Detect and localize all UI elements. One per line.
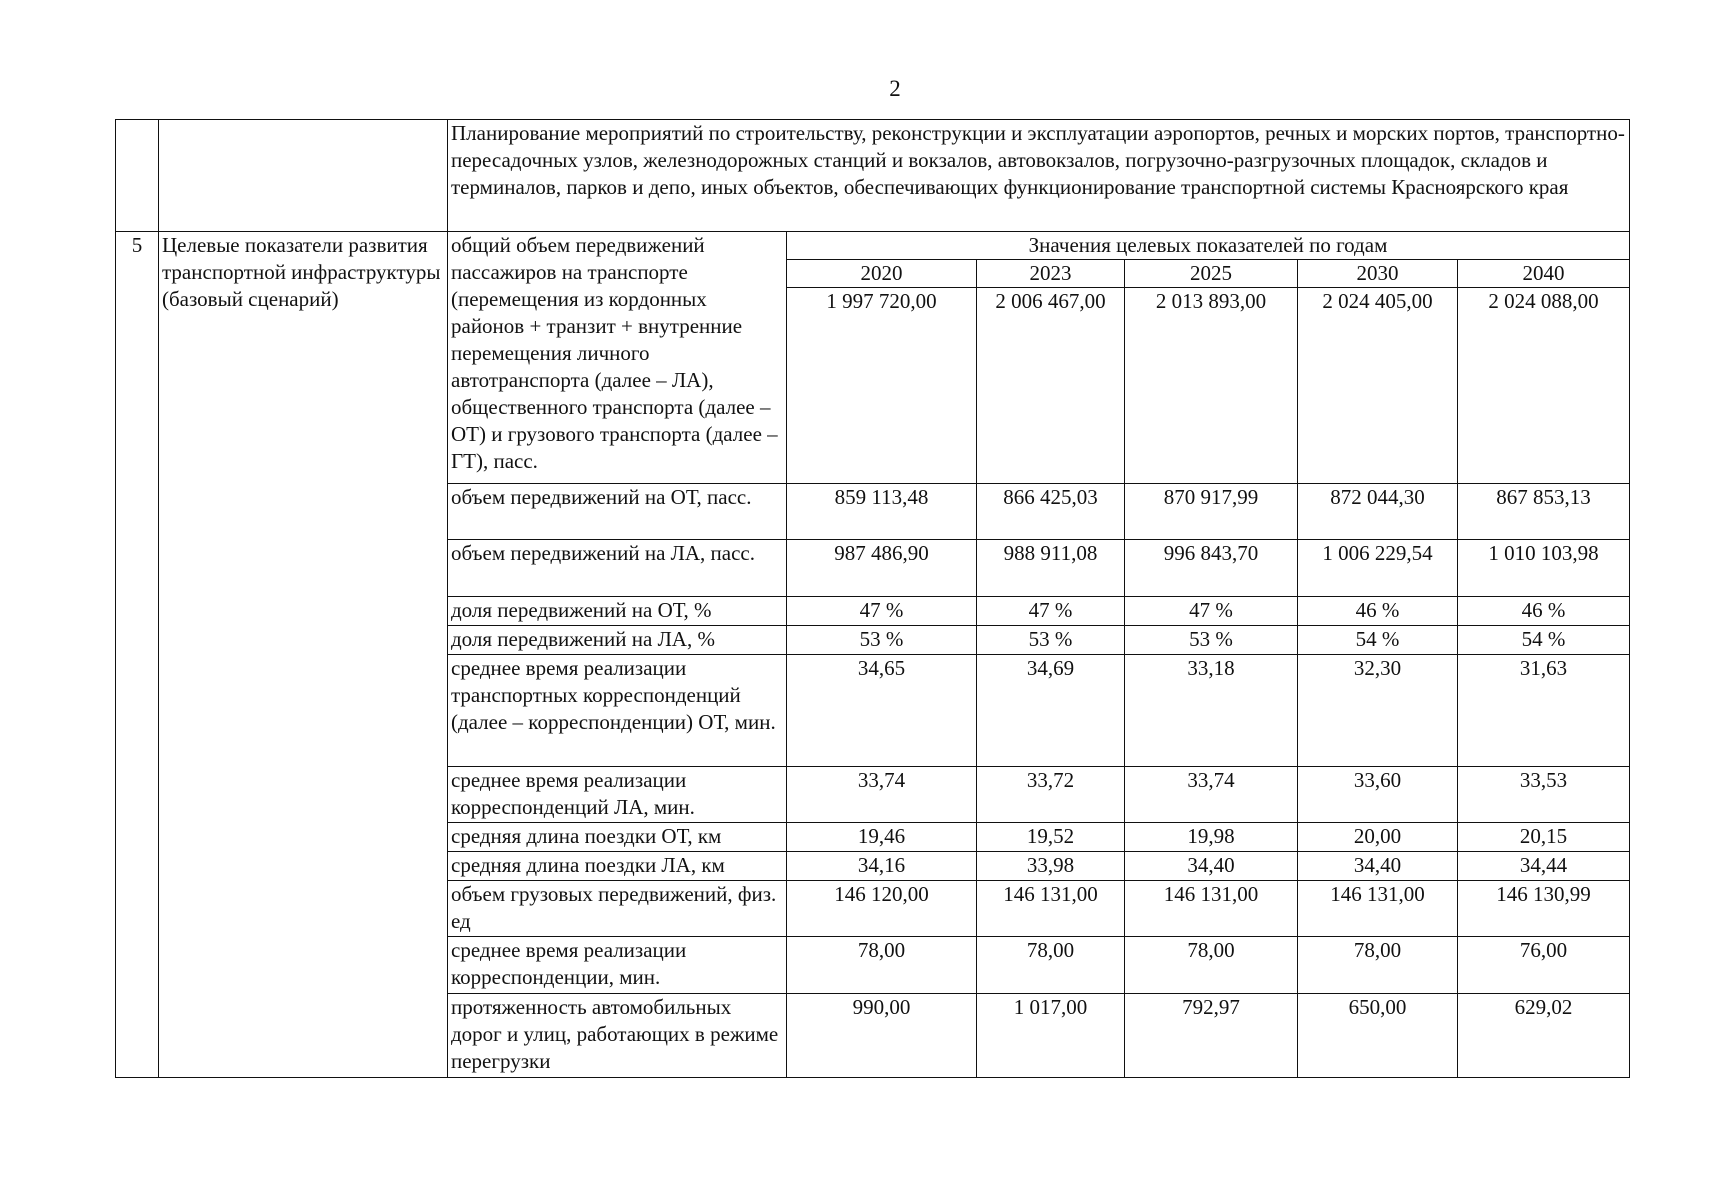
target-indicators-table	[115, 119, 1630, 1078]
indicator-label: объем передвижений на ЛА, пасс.	[448, 540, 787, 597]
indicator-value: 47 %	[1125, 597, 1298, 626]
indicator-value: 34,44	[1458, 852, 1630, 881]
indicator-value: 33,74	[787, 767, 977, 823]
indicator-value: 2 024 405,00	[1298, 288, 1458, 484]
year-header: 2040	[1458, 260, 1630, 288]
page-number: 2	[889, 76, 901, 101]
year-header: 2030	[1298, 260, 1458, 288]
indicator-value: 146 131,00	[977, 881, 1125, 937]
year-header: 2020	[787, 260, 977, 288]
indicator-value: 2 006 467,00	[977, 288, 1125, 484]
indicator-value: 19,98	[1125, 823, 1298, 852]
indicator-value: 866 425,03	[977, 484, 1125, 540]
indicator-label: среднее время реализации транспортных корреспонденций (далее – корреспонденции) ОТ, мин.	[448, 655, 787, 767]
indicator-label: среднее время реализации корреспонденции, мин.	[448, 937, 787, 994]
year-header: 2023	[977, 260, 1125, 288]
indicator-value: 46 %	[1298, 597, 1458, 626]
indicator-value: 146 130,99	[1458, 881, 1630, 937]
indicator-value: 20,15	[1458, 823, 1630, 852]
indicator-label: средняя длина поездки ЛА, км	[448, 852, 787, 881]
indicator-label: объем грузовых передвижений, физ. ед	[448, 881, 787, 937]
indicator-label: среднее время реализации корреспонденций ЛА, мин.	[448, 767, 787, 823]
indicator-label: доля передвижений на ОТ, %	[448, 597, 787, 626]
indicator-value: 34,65	[787, 655, 977, 767]
indicator-value: 859 113,48	[787, 484, 977, 540]
year-header: 2025	[1125, 260, 1298, 288]
intro-row	[116, 120, 1630, 232]
indicator-value: 1 006 229,54	[1298, 540, 1458, 597]
indicator-label: объем передвижений на ОТ, пасс.	[448, 484, 787, 540]
section-number: 5	[116, 232, 159, 1078]
indicator-value: 872 044,30	[1298, 484, 1458, 540]
indicator-value: 33,72	[977, 767, 1125, 823]
indicator-value: 33,60	[1298, 767, 1458, 823]
indicator-value: 78,00	[977, 937, 1125, 994]
indicator-value: 47 %	[787, 597, 977, 626]
indicator-value: 34,40	[1125, 852, 1298, 881]
indicator-value: 54 %	[1458, 626, 1630, 655]
values-header-row	[116, 232, 1630, 260]
indicator-value: 2 024 088,00	[1458, 288, 1630, 484]
indicator-value: 19,52	[977, 823, 1125, 852]
indicator-value: 53 %	[977, 626, 1125, 655]
indicator-value: 629,02	[1458, 994, 1630, 1078]
indicator-value: 46 %	[1458, 597, 1630, 626]
intro-text: Планирование мероприятий по строительству, реконструкции и эксплуатации аэропортов, речных и морских портов, транспортно-пересадочных узлов, железнодорожных станций и вокзалов, автовокзалов, погрузочно-разгрузочных площадок, складов и терминалов, парков и депо, иных объектов, обеспечивающих функционирование транспортной системы Красноярского края	[448, 120, 1630, 232]
indicator-value: 53 %	[1125, 626, 1298, 655]
indicator-value: 1 010 103,98	[1458, 540, 1630, 597]
indicator-value: 987 486,90	[787, 540, 977, 597]
indicator-label: протяженность автомобильных дорог и улиц, работающих в режиме перегрузки	[448, 994, 787, 1078]
intro-title-cell	[159, 120, 448, 232]
indicator-value: 78,00	[1298, 937, 1458, 994]
indicator-value: 47 %	[977, 597, 1125, 626]
indicator-value: 20,00	[1298, 823, 1458, 852]
indicator-value: 54 %	[1298, 626, 1458, 655]
intro-num-cell	[116, 120, 159, 232]
indicator-value: 146 131,00	[1298, 881, 1458, 937]
indicator-value: 31,63	[1458, 655, 1630, 767]
indicator-value: 792,97	[1125, 994, 1298, 1078]
values-header: Значения целевых показателей по годам	[787, 232, 1630, 260]
indicator-value: 32,30	[1298, 655, 1458, 767]
indicator-value: 146 131,00	[1125, 881, 1298, 937]
indicator-label: общий объем передвижений пассажиров на транспорте (перемещения из кордонных районов + транзит + внутренние перемещения личного автотранспорта (далее – ЛА), общественного транспорта (далее – ОТ) и грузового транспорта (далее – ГТ), пасс.	[448, 232, 787, 484]
indicator-value: 146 120,00	[787, 881, 977, 937]
indicator-value: 53 %	[787, 626, 977, 655]
indicator-value: 2 013 893,00	[1125, 288, 1298, 484]
indicator-value: 988 911,08	[977, 540, 1125, 597]
indicator-value: 1 017,00	[977, 994, 1125, 1078]
indicator-value: 990,00	[787, 994, 977, 1078]
section-title: Целевые показатели развития транспортной инфраструктуры (базовый сценарий)	[159, 232, 448, 1078]
indicator-value: 78,00	[787, 937, 977, 994]
indicator-value: 870 917,99	[1125, 484, 1298, 540]
indicator-value: 33,98	[977, 852, 1125, 881]
indicator-value: 650,00	[1298, 994, 1458, 1078]
indicator-label: средняя длина поездки ОТ, км	[448, 823, 787, 852]
indicator-value: 76,00	[1458, 937, 1630, 994]
indicator-value: 34,16	[787, 852, 977, 881]
indicator-value: 33,18	[1125, 655, 1298, 767]
indicator-value: 33,53	[1458, 767, 1630, 823]
indicator-value: 78,00	[1125, 937, 1298, 994]
indicator-value: 19,46	[787, 823, 977, 852]
indicator-value: 996 843,70	[1125, 540, 1298, 597]
indicator-value: 867 853,13	[1458, 484, 1630, 540]
indicator-label: доля передвижений на ЛА, %	[448, 626, 787, 655]
indicator-value: 33,74	[1125, 767, 1298, 823]
indicator-value: 34,69	[977, 655, 1125, 767]
indicator-value: 34,40	[1298, 852, 1458, 881]
indicator-value: 1 997 720,00	[787, 288, 977, 484]
